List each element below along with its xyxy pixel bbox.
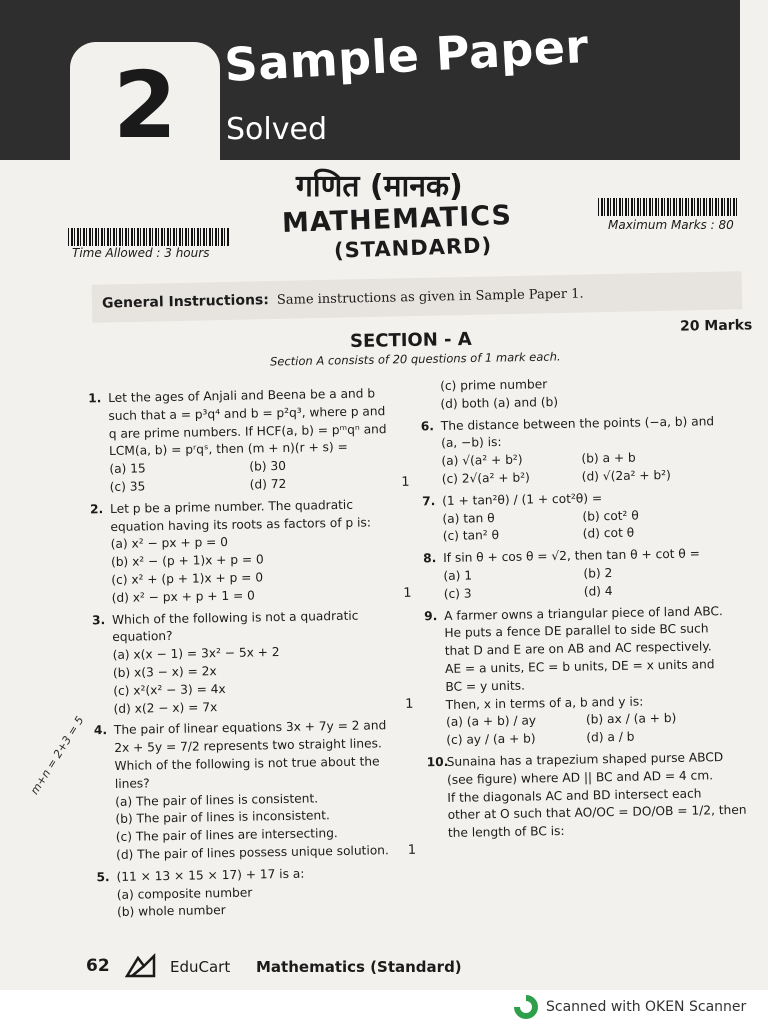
question [423, 545, 764, 604]
handwritten-note: m+n = 2+3 = 5 [28, 714, 87, 797]
question-number: 6. [420, 418, 435, 433]
question-text: (1 + tan²θ) / (1 + cot²θ) = [442, 490, 603, 508]
paper-number-box [70, 42, 220, 170]
question-mark: 1 [405, 696, 414, 712]
question-text: Then, x in terms of a, b and y is: [445, 694, 644, 712]
question-text: LCM(a, b) = pʳqˢ, then (m + n)(r + s) = [108, 440, 348, 459]
option: (a) 1 [443, 568, 473, 583]
instructions-label: General Instructions: [101, 292, 270, 312]
footer-subject: Mathematics (Standard) [256, 958, 462, 976]
option: (d) x(2 − x) = 7x [113, 699, 218, 716]
option: (a) tan θ [442, 510, 495, 526]
question-number: 9. [424, 608, 438, 623]
question-mark: 1 [407, 842, 417, 858]
paper-number: 2 [112, 52, 177, 159]
question-text: AE = a units, EC = b units, DE = x units and [444, 657, 715, 676]
option: (c) ay / (a + b) [446, 731, 536, 748]
subject-title: MATHEMATICS [281, 199, 513, 240]
question [424, 602, 766, 750]
option: (c) 3 [443, 586, 472, 601]
option: (d) both (a) and (b) [440, 394, 559, 411]
option: (a) composite number [116, 885, 253, 902]
question-text: the length of BC is: [447, 824, 565, 841]
option: (d) a / b [586, 729, 635, 745]
question-mark: 1 [401, 474, 410, 490]
question [89, 496, 412, 608]
option: (a) (a + b) / ay [445, 713, 537, 730]
question-text: equation? [112, 629, 173, 645]
question-text: q are prime numbers. If HCF(a, b) = pᵐqⁿ and [108, 421, 387, 441]
option: (a) x² − px + p = 0 [110, 535, 229, 552]
left-question-column [88, 385, 417, 926]
question-number: 7. [422, 493, 436, 509]
option-grid [442, 505, 763, 546]
question-number: 5. [96, 869, 110, 884]
option: (b) whole number [116, 903, 226, 920]
option: (a) x(x − 1) = 3x² − 5x + 2 [112, 645, 280, 663]
option: (c) x² + (p + 1)x + p = 0 [111, 570, 264, 587]
question-number: 2. [89, 501, 104, 517]
question-text: lines? [114, 776, 150, 791]
question-text: A farmer owns a triangular piece of land ABC. [444, 603, 723, 623]
question-text: Let the ages of Anjali and Beena be a and b [108, 386, 376, 405]
option-grid [443, 562, 764, 603]
option: (b) 30 [249, 459, 287, 474]
question-text: He puts a fence DE parallel to side BC such [444, 621, 709, 641]
question [440, 372, 761, 413]
question-text: that D and E are on AB and AC respectively. [444, 639, 712, 659]
option-grid [446, 709, 767, 750]
question-number: 8. [423, 551, 437, 566]
question-text: BC = y units. [445, 678, 526, 694]
right-question-column [420, 372, 768, 846]
option: (c) The pair of lines are intersecting. [115, 826, 338, 845]
question-mark: 1 [403, 585, 412, 601]
scanner-text: Scanned with OKEN Scanner [546, 999, 747, 1015]
question-text: Which of the following is not true about the [114, 754, 380, 773]
option: (b) a + b [581, 450, 636, 466]
question-text: The pair of linear equations 3x + 7y = 2 and [113, 718, 387, 738]
option: (b) x² − (p + 1)x + p = 0 [110, 552, 264, 570]
question-text: (a, −b) is: [441, 435, 502, 451]
question [96, 863, 417, 922]
option: (d) cot θ [582, 526, 635, 541]
option: (c) 35 [109, 479, 146, 494]
question-text: Let p be a prime number. The quadratic [109, 497, 354, 516]
option: (b) ax / (a + b) [585, 711, 677, 727]
left-barcode-icon [68, 228, 230, 246]
option: (c) x²(x² − 3) = 4x [113, 681, 226, 698]
question-text: If sin θ + cos θ = √2, then tan θ + cot θ = [443, 546, 701, 566]
instructions-text: Same instructions as given in Sample Paper 1. [276, 286, 584, 308]
option-grid [109, 456, 410, 497]
question-text: If the diagonals AC and BD intersect each [447, 786, 702, 805]
footer-brand: EduCart [170, 958, 231, 976]
time-allowed: Time Allowed : 3 hours [72, 246, 210, 260]
question-number: 4. [93, 723, 108, 738]
option: (c) prime number [440, 377, 548, 393]
question-number: 3. [91, 612, 106, 627]
question [420, 412, 762, 489]
option: (b) x(3 − x) = 2x [112, 664, 217, 680]
question-text: (11 × 13 × 15 × 17) + 17 is a: [116, 866, 305, 884]
question-text: other at O such that AO/OC = DO/OB = 1/2, then [447, 803, 747, 823]
right-barcode-icon [598, 198, 738, 216]
option: (d) √(2a² + b²) [581, 467, 671, 484]
hindi-title: गणित (मानक) [296, 169, 463, 204]
question-text: equation having its roots as factors of p is: [110, 515, 371, 534]
option: (b) 2 [583, 565, 613, 581]
section-description: Section A consists of 20 questions of 1 mark each. [269, 349, 561, 369]
option: (d) x² − px + p + 1 = 0 [111, 588, 255, 605]
section-marks: 20 Marks [679, 317, 753, 335]
option: (d) 72 [249, 476, 287, 492]
question-number: 1. [88, 391, 102, 406]
option: (a) 15 [109, 461, 146, 477]
question [88, 385, 410, 497]
question-text: The distance between the points (−a, b) and [440, 413, 715, 433]
question [426, 748, 768, 843]
question-number: 10. [426, 754, 449, 770]
option: (d) The pair of lines possess unique solution. [115, 843, 389, 862]
option: (c) 2√(a² + b²) [441, 470, 530, 486]
option: (d) 4 [583, 583, 613, 599]
question [91, 606, 414, 718]
section-title: SECTION - A [349, 328, 472, 353]
option-grid [441, 448, 762, 489]
question-text: such that a = p³q⁴ and b = p²q³, where p and [108, 403, 386, 423]
page-number: 62 [86, 956, 110, 976]
question-text: (see figure) where AD || BC and AD = 4 cm. [446, 768, 714, 787]
option: (b) The pair of lines is inconsistent. [115, 808, 330, 827]
max-marks: Maximum Marks : 80 [608, 218, 734, 232]
question [422, 487, 763, 546]
option: (a) The pair of lines is consistent. [115, 790, 319, 809]
question-text: Which of the following is not a quadratic [111, 608, 359, 627]
paper-title: Sample Paper [223, 19, 590, 93]
question-text: Sunaina has a trapezium shaped purse ABCD [446, 750, 724, 769]
question-text: 2x + 5y = 7/2 represents two straight lines. [114, 736, 382, 756]
option: (b) cot² θ [582, 508, 639, 524]
option: (c) tan² θ [442, 528, 500, 544]
option: (a) √(a² + b²) [441, 452, 523, 469]
question [93, 717, 417, 865]
educart-logo-icon [124, 952, 158, 980]
paper-subtitle: Solved [226, 112, 327, 147]
subject-subtitle: (STANDARD) [333, 233, 493, 263]
general-instructions [92, 271, 743, 323]
scanner-watermark [0, 990, 768, 1024]
scanner-logo-icon [514, 995, 538, 1019]
